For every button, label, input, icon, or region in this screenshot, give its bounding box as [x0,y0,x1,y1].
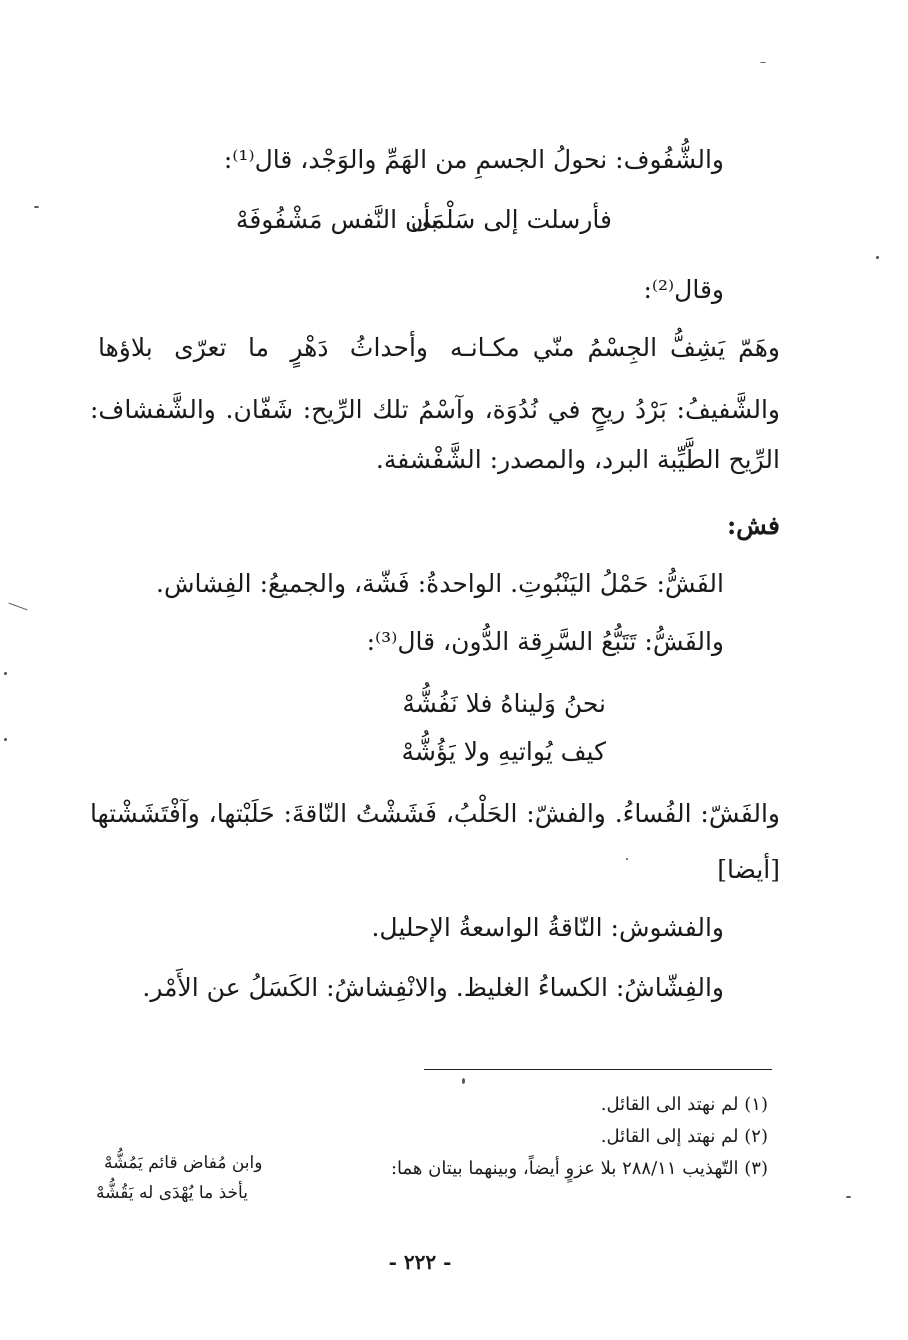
text-line-fash-3: والفَشّ: الفُساءُ. والفشّ: الحَلْبُ، فَشَشْتُ النّاقةَ: حَلَبْتها، وآفْتَشَشْتها [90,799,780,828]
text-line-shufuf: والشُّفُوف: نحولُ الجسمِ من الهَمِّ والوَجْد، قال⁽¹⁾: [223,145,724,174]
page-number: - ٢٢٢ - [388,1250,452,1274]
scan-speck [626,858,628,860]
scan-speck [34,206,39,208]
text-line-fash-1: الفَشُّ: حَمْلُ اليَنْبُوتِ. الواحدةُ: فَشّة، والجميعُ: الفِشاش. [156,569,724,598]
text-line-shafshafa: الرِّيح الطَّيِّبة البرد، والمصدر: الشَّفْشفة. [375,445,780,474]
text-line-fushush: والفشوش: النّاقةُ الواسعةُ الإحليل. [371,913,724,942]
verse-4: كيف يُواتيهِ ولا يَؤُشُّهْ [401,737,606,766]
text-line-ayddan: [أيضا] [717,855,780,884]
scan-speck [8,603,27,611]
footnote-3-verse-2: يأخذ ما يُهْدَى له يَقُشُّهْ [96,1183,248,1203]
scan-speck [4,672,7,675]
verse-3: نحنُ وَليناهُ فلا نَفُشُّهْ [402,689,606,718]
text-line-fishash: والفِشّاشُ: الكساءُ الغليظ. والانْفِشاشُ: الكَسَلُ عن الأَمْر. [142,973,724,1002]
footnote-3: (٣) التّهذيب ٢٨٨/١١ بلا عزوٍ أيضاً، وبينهما بيتان هما: [390,1158,768,1179]
footnote-1: (١) لم نهتد الى القائل. [600,1094,768,1115]
text-line-fash-2: والفَشُّ: تَتَبُّعُ السَّرِقة الدُّون، قال⁽³⁾: [366,627,724,656]
scan-speck [760,62,766,63]
entry-heading-fash: فش: [726,511,780,540]
scan-speck [462,1078,465,1084]
verse-1-first-hemistich: فأرسلت إلى سَلْمَى [410,205,612,234]
footnote-separator [424,1069,772,1070]
verse-2-first-hemistich: وهَمّ يَشِفُّ الجِسْمُ منّي مكـانـه [450,333,780,362]
text-line-qala-2: وقال⁽²⁾: [643,275,724,304]
footnote-2: (٢) لم نهتد إلى القائل. [600,1126,768,1147]
text-line-shafif: والشَّفيفُ: بَرْدُ ريحٍ في نُدُوَة، وآسْمُ تلك الرِّيح: شَفّان. والشَّفشاف: [90,395,780,424]
scan-speck [4,738,7,741]
scan-speck [846,1196,851,1198]
scan-speck [876,256,879,259]
footnote-3-verse-1: وابن مُفاض قائم يَمُشُّهْ [104,1153,263,1173]
verse-2-second-hemistich: وأحداثُ دَهْرٍ ما تعرّى بلاؤها [98,333,428,362]
verse-1-second-hemistich: بأن النَّفس مَشْفُوفَهْ [235,205,438,234]
